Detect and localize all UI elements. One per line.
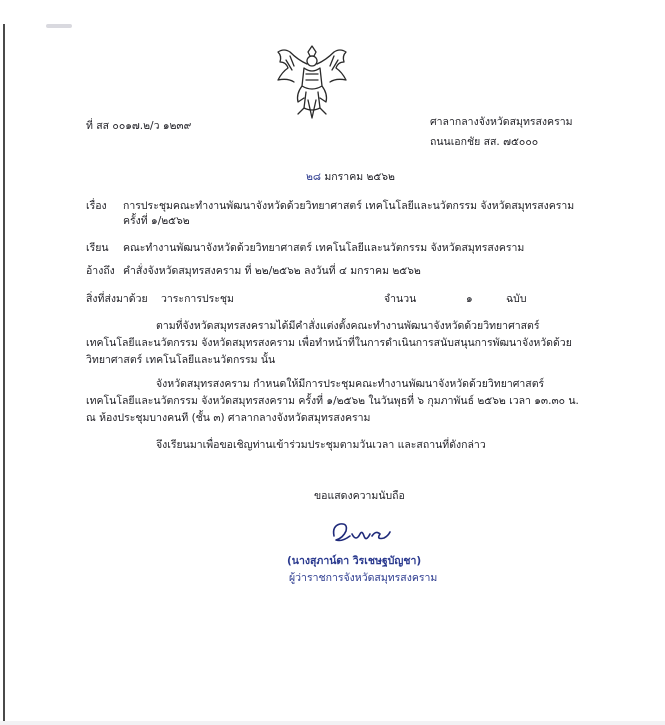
enclosure-qty: ๑	[466, 293, 473, 305]
addressee-label: เรียน	[86, 242, 109, 254]
org-address-line-2: ถนนเอกชัย สส. ๗๕๐๐๐	[430, 136, 539, 148]
signature-mark	[328, 518, 394, 548]
date-day: ๒๘	[306, 171, 322, 183]
signer-title: ผู้ว่าราชการจังหวัดสมุทรสงคราม	[289, 572, 438, 584]
garuda-emblem-icon	[268, 42, 356, 122]
reference-number: ที่ สส ๐๐๑๗.๒/ว ๑๒๓๙	[86, 120, 192, 132]
enclosure-label: สิ่งที่ส่งมาด้วย	[86, 293, 148, 305]
enclosure-qty-label: จำนวน	[384, 293, 417, 305]
letter-date	[306, 171, 395, 184]
enclosure-unit: ฉบับ	[506, 293, 527, 305]
body-paragraph-2: จังหวัดสมุทรสงคราม กำหนดให้มีการประชุมคณะทำงานพัฒนาจังหวัดด้วยวิทยาศาสตร์ เทคโนโลยีและนวัตกรรม จังหวัดสมุทรสงคราม ครั้งที่ ๑/๒๕๖๒ ในวันพุธที่ ๖ กุมภาพันธ์ ๒๕๖๒ เวลา ๑๓.๓๐ น. ณ ห้องประชุมบางคนที (ชั้น ๓) ศาลากลางจังหวัดสมุทรสงคราม	[86, 378, 579, 424]
closing: ขอแสดงความนับถือ	[314, 490, 405, 502]
subject-line-2: ครั้งที่ ๑/๒๕๖๒	[123, 215, 190, 227]
body-paragraph-3: จึงเรียนมาเพื่อขอเชิญท่านเข้าร่วมประชุมตามวันเวลา และสถานที่ดังกล่าว	[156, 439, 486, 451]
scan-mark	[46, 24, 72, 28]
org-address-line-1: ศาลากลางจังหวัดสมุทรสงคราม	[430, 116, 573, 128]
page-bottom-edge	[0, 721, 665, 725]
date-month-year: มกราคม ๒๕๖๒	[324, 171, 395, 183]
signer-name: (นางสุภาน์ดา วิรเชษฐบัญชา)	[287, 555, 422, 567]
reference-text: คำสั่งจังหวัดสมุทรสงคราม ที่ ๒๒/๒๕๖๒ ลงวันที่ ๔ มกราคม ๒๕๖๒	[123, 265, 421, 277]
reference-label: อ้างถึง	[86, 265, 115, 277]
enclosure-text: วาระการประชุม	[161, 293, 234, 305]
page-edge-rule	[3, 24, 5, 725]
addressee: คณะทำงานพัฒนาจังหวัดด้วยวิทยาศาสตร์ เทคโนโลยีและนวัตกรรม จังหวัดสมุทรสงคราม	[123, 242, 525, 254]
subject-line-1: การประชุมคณะทำงานพัฒนาจังหวัดด้วยวิทยาศาสตร์ เทคโนโลยีและนวัตกรรม จังหวัดสมุทรสงคราม	[123, 200, 575, 212]
subject-label: เรื่อง	[86, 200, 107, 212]
body-paragraph-1: ตามที่จังหวัดสมุทรสงครามได้มีคำสั่งแต่งตั้งคณะทำงานพัฒนาจังหวัดด้วยวิทยาศาสตร์ เทคโนโลยีและนวัตกรรม จังหวัดสมุทรสงคราม เพื่อทำหน้าที่ในการดำเนินการสนับสนุนการพัฒนาจังหวัดด้วยวิทยาศาสตร์ เทคโนโลยีและนวัตกรรม นั้น	[86, 320, 572, 366]
